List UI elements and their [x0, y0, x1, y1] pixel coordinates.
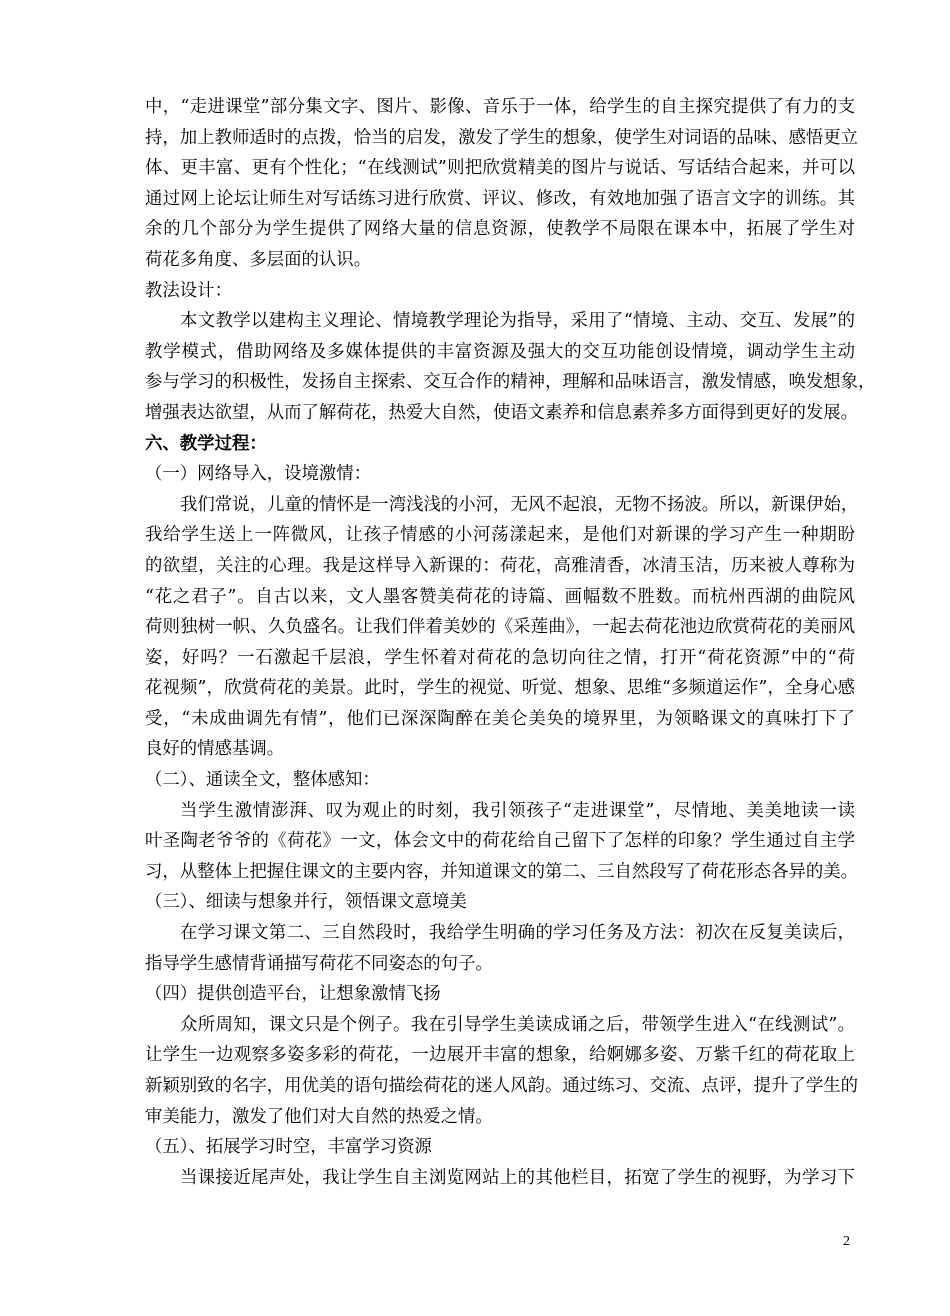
text-line: 当学生激情澎湃、叹为观止的时刻，我引领孩子“走进课堂”，尽情地、美美地读一读 — [180, 800, 855, 821]
text-line: 众所周知，课文只是个例子。我在引导学生美读成诵之后，带领学生进入“在线测试”。 — [180, 1014, 855, 1035]
text-line: （三）、细读与想象并行，领悟课文意境美 — [145, 892, 467, 913]
text-line: 荷花多角度、多层面的认识。 — [145, 249, 372, 270]
text-line: （二）、通读全文，整体感知： — [145, 770, 380, 791]
subsection-label — [145, 979, 855, 1010]
subsection-label — [145, 765, 855, 796]
paragraph — [145, 1010, 859, 1132]
text-line: 增强表达欲望，从而了解荷花，热爱大自然，使语文素养和信息素养多方面得到更好的发展。 — [145, 402, 859, 423]
text-line: 叶圣陶老爷爷的《荷花》一文，体会文中的荷花给自己留下了怎样的印象？学生通过自主学 — [145, 831, 855, 852]
text-line: 花视频”，欣赏荷花的美景。此时，学生的视觉、听觉、想象、思维“多频道运作”，全身心感 — [145, 678, 855, 699]
text-line: 本文教学以建构主义理论、情境教学理论为指导，采用了“情境、主动、交互、发展”的 — [180, 311, 855, 332]
text-line: 习，从整体上把握住课文的主要内容，并知道课文的第二、三自然段写了荷花形态各异的美。 — [145, 861, 859, 882]
paragraph — [145, 1163, 855, 1194]
text-line: 荷则独树一帜、久负盛名。让我们伴着美妙的《采莲曲》，一起去荷花池边欣赏荷花的美丽风 — [145, 617, 855, 638]
paragraph — [145, 306, 876, 428]
text-line: 受，“未成曲调先有情”，他们已深深陶醉在美仑美奂的境界里，为领略课文的真味打下了 — [145, 708, 855, 729]
text-line: 的欲望，关注的心理。我是这样导入新课的：荷花，高雅清香，冰清玉洁，历来被人尊称为 — [145, 555, 855, 576]
paragraph — [145, 796, 859, 888]
subsection-label — [145, 276, 855, 307]
page-number: 2 — [843, 1234, 850, 1249]
text-line: 余的几个部分为学生提供了网络大量的信息资源，使教学不局限在课本中，拓展了学生对 — [145, 219, 855, 240]
text-line: “花之君子”。自古以来，文人墨客赞美荷花的诗篇、画幅数不胜数。而杭州西湖的曲院风 — [145, 586, 855, 607]
text-line: 参与学习的积极性，发扬自主探索、交互合作的精神，理解和品味语言，激发情感，唤发想象， — [145, 372, 876, 393]
document-body — [145, 92, 876, 1193]
text-line: 良好的情感基调。 — [145, 739, 285, 760]
text-line: 体、更丰富、更有个性化；“在线测试”则把欣赏精美的图片与说话、写话结合起来，并可以 — [145, 158, 855, 179]
text-line: 我给学生送上一阵微风，让孩子情感的小河荡漾起来，是他们对新课的学习产生一种期盼 — [145, 525, 855, 546]
text-line: 教法设计： — [145, 280, 232, 301]
text-line: 中，“走进课堂”部分集文字、图片、影像、音乐于一体，给学生的自主探究提供了有力的支 — [145, 97, 855, 117]
text-line: 我们常说，儿童的情怀是一湾浅浅的小河，无风不起浪，无物不扬波。所以，新课伊始， — [180, 494, 859, 515]
subsection-label — [145, 1132, 855, 1163]
text-line: 持，加上教师适时的点拨，恰当的启发，激发了学生的想象，使学生对词语的品味、感悟更立 — [145, 127, 859, 148]
section-heading — [145, 429, 855, 460]
text-line: （五）、拓展学习时空，丰富学习资源 — [145, 1137, 432, 1158]
text-line: 在学习课文第二、三自然段时，我给学生明确的学习任务及方法：初次在反复美读后， — [180, 923, 855, 944]
paragraph — [145, 490, 859, 765]
text-line: 通过网上论坛让师生对写话练习进行欣赏、评议、修改，有效地加强了语言文字的训练。其 — [145, 188, 855, 209]
subsection-label — [145, 459, 855, 490]
text-line: 让学生一边观察多姿多彩的荷花，一边展开丰富的想象，给婀娜多姿、万紫千红的荷花取上 — [145, 1045, 855, 1066]
text-line: （一）网络导入，设境激情： — [145, 464, 372, 485]
text-line: 审美能力，激发了他们对大自然的热爱之情。 — [145, 1106, 493, 1127]
text-line: 六、教学过程： — [145, 433, 267, 454]
text-line: （四）提供创造平台，让想象激情飞扬 — [145, 984, 441, 1005]
paragraph — [145, 918, 855, 979]
subsection-label — [145, 887, 855, 918]
paragraph — [145, 92, 859, 276]
text-line: 指导学生感情背诵描写荷花不同姿态的句子。 — [145, 953, 493, 974]
text-line: 教学模式，借助网络及多媒体提供的丰富资源及强大的交互功能创设情境，调动学生主动 — [145, 341, 855, 362]
text-line: 新颖别致的名字，用优美的语句描绘荷花的迷人风韵。通过练习、交流、点评，提升了学生的 — [145, 1076, 859, 1096]
text-line: 当课接近尾声处，我让学生自主浏览网站上的其他栏目，拓宽了学生的视野，为学习下 — [180, 1167, 855, 1188]
text-line: 姿，好吗？一石激起千层浪，学生怀着对荷花的急切向往之情，打开“荷花资源”中的“荷 — [145, 647, 855, 668]
